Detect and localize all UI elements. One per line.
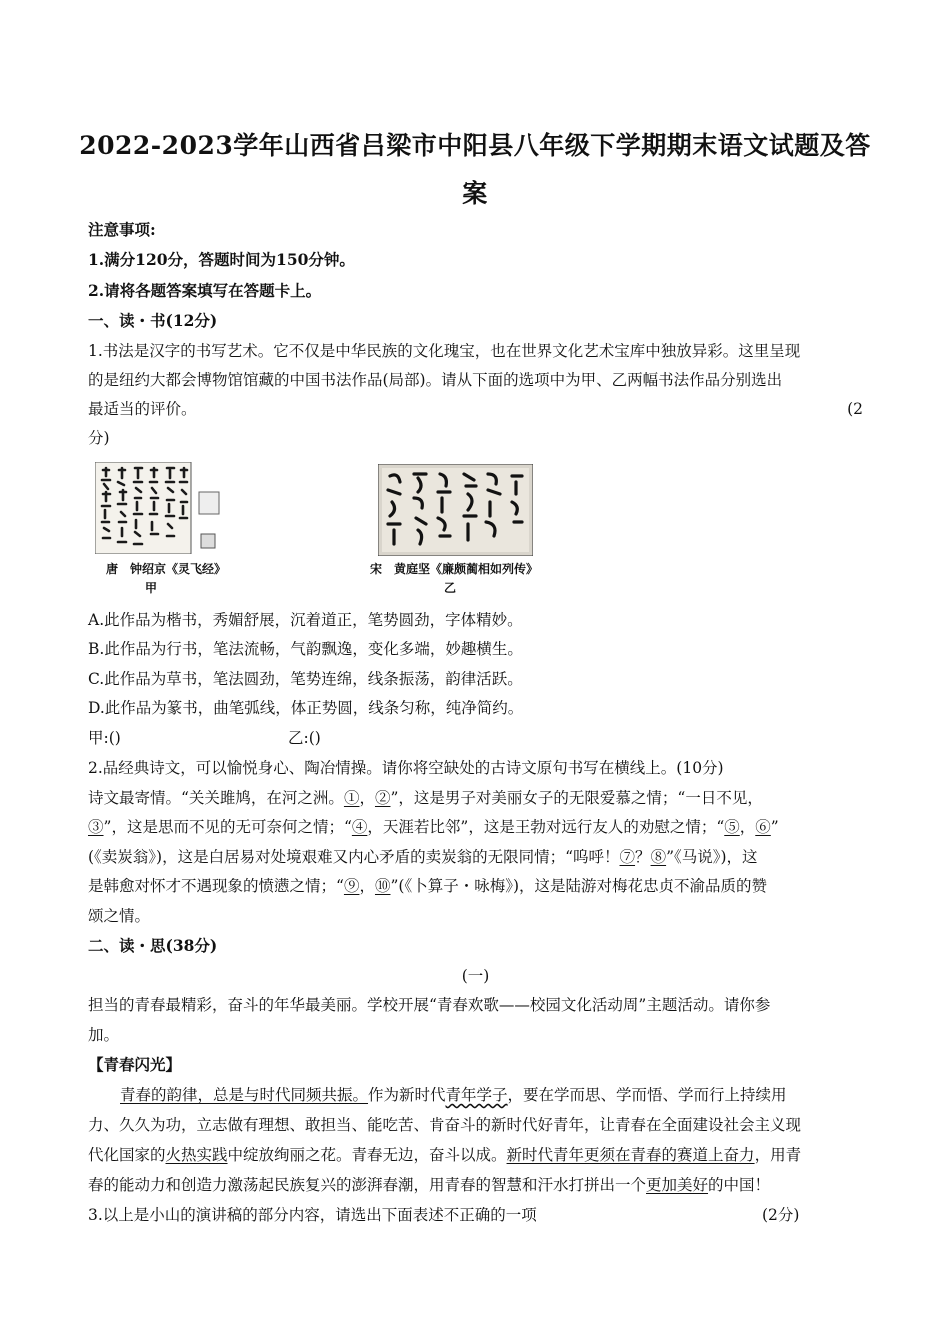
blank-1: ① [343,789,360,807]
caption-jia: 唐 钟绍京《灵飞经》 [106,562,227,576]
passage-line-3 [88,1145,863,1165]
blank-2: ② [374,789,391,807]
q3-score: (2分) [762,1206,800,1224]
notice-item-1: 1.满分120分，答题时间为150分钟。 [88,250,355,269]
subheading: 【青春闪光】 [88,1055,182,1074]
q2-text: (《卖炭翁》)，这是白居易对处境艰难又内心矛盾的卖炭翁的无限同情；“呜呼！ [88,848,620,866]
label-yi: 乙 [444,581,457,595]
option-a: A.此作品为楷书，秀媚舒展，沉着道正，笔势圆劲，字体精妙。 [88,611,523,629]
q1-score: (2 [847,400,863,418]
q2-line-2 [88,788,863,808]
calligraphy-image-yi [378,464,533,556]
underlined-phrase: 火热实践 [165,1146,228,1164]
wavy-underlined-phrase: 青年学子 [445,1086,508,1104]
passage-line-4 [88,1175,863,1195]
underlined-phrase: 新时代青年更须在青春的赛道上奋力 [506,1146,755,1164]
q2-text: ”(《卜算子・咏梅》)，这是陆游对梅花忠贞不渝品质的赞 [390,877,768,895]
q2-text: ”，这是思而不见的无可奈何之情；“ [103,818,352,836]
blank-5: ⑤ [724,818,740,836]
blank-8: ⑧ [650,848,667,866]
blank-7: ⑦ [619,848,636,866]
passage-text: 中绽放绚丽之花。青春无边，奋斗以成。 [227,1146,507,1164]
section-1-heading: 一、读・书(12分) [88,311,218,330]
q1-line-2: 的是纽约大都会博物馆馆藏的中国书法作品(局部)。请从下面的选项中为甲、乙两幅书法作品分别选出 [88,371,783,389]
q2-line-6: 颂之情。 [88,907,151,925]
blank-10: ⑩ [374,877,391,895]
q2-text: ， [359,877,375,895]
caption-yi: 宋 黄庭坚《廉颇蔺相如列传》 [370,562,539,576]
q1-line-4: 分) [88,429,110,447]
passage-text: 作为新时代 [368,1086,446,1104]
document-title-continued: 案 [462,179,488,208]
q2-text: ，天涯若比邻”，这是王勃对远行友人的劝慰之情；“ [367,818,725,836]
q2-text: ， [739,818,756,836]
answer-yi: 乙:() [288,729,321,747]
q1-line-3: 最适当的评价。 [88,400,197,418]
blank-3: ③ [88,818,104,836]
q2-text: ”，这是男子对美丽女子的无限爱慕之情；“一日不见， [390,789,763,807]
q2-text: ， [359,789,375,807]
calligraphy-image-jia [95,462,230,554]
q2-text: ”《马说》)，这 [666,848,758,866]
passage-text: ，用青 [754,1146,802,1164]
q1-line-1: 1.书法是汉字的书写艺术。它不仅是中华民族的文化瑰宝，也在世界文化艺术宝库中独放异彩。这里呈现 [88,342,801,360]
passage-line-2: 力、久久为功，立志做有理想、敢担当、能吃苦、肯奋斗的新时代好青年，让青春在全面建设社会主义现 [88,1116,802,1134]
option-d: D.此作品为篆书，曲笔弧线，体正势圆，线条匀称，纯净简约。 [88,699,524,717]
answer-jia: 甲:() [88,729,121,747]
q2-text: ？ [635,848,651,866]
notice-item-2: 2.请将各题答案填写在答题卡上。 [88,281,322,300]
q2-text: 是韩愈对怀才不遇现象的愤懑之情；“ [88,877,344,895]
underlined-phrase: 更加美好 [646,1176,709,1194]
document-title: 2022-2023学年山西省吕梁市中阳县八年级下学期期末语文试题及答 [79,131,871,160]
passage-text: 春的能动力和创造力激荡起民族复兴的澎湃春潮，用青春的智慧和汗水打拼出一个 [88,1176,647,1194]
passage-text: 的中国！ [708,1176,771,1194]
intro-line-2: 加。 [88,1026,120,1044]
blank-9: ⑨ [343,877,360,895]
q2-line-3 [88,817,863,837]
blank-6: ⑥ [755,818,771,836]
q2-line-5 [88,876,863,896]
q2-line-4 [88,847,863,867]
option-b: B.此作品为行书，笔法流畅，气韵飘逸，变化多端，妙趣横生。 [88,640,523,658]
notice-heading: 注意事项: [88,220,156,239]
q2-text: ” [770,818,779,836]
q2-text: 诗文最寄情。“关关雎鸠，在河之洲。 [88,789,344,807]
option-c: C.此作品为草书，笔法圆劲，笔势连绵，线条振荡，韵律活跃。 [88,670,523,688]
underlined-phrase: 青春的韵律，总是与时代同频共振。 [120,1086,369,1104]
label-jia: 甲 [145,581,158,595]
section-2-heading: 二、读・思(38分) [88,936,218,955]
part-number: (一) [461,967,490,985]
q3-prompt: 3.以上是小山的演讲稿的部分内容，请选出下面表述不正确的一项 [88,1206,537,1224]
q2-line-1: 2.品经典诗文，可以愉悦身心、陶冶情操。请你将空缺处的古诗文原句书写在横线上。(10分) [88,759,724,777]
passage-line-1 [120,1085,863,1105]
passage-text: 代化国家的 [88,1146,166,1164]
blank-4: ④ [351,818,368,836]
intro-line-1: 担当的青春最精彩，奋斗的年华最美丽。学校开展“青春欢歌——校园文化活动周”主题活动。请你参 [88,996,771,1014]
passage-text: ，要在学而思、学而悟、学而行上持续用 [507,1086,787,1104]
